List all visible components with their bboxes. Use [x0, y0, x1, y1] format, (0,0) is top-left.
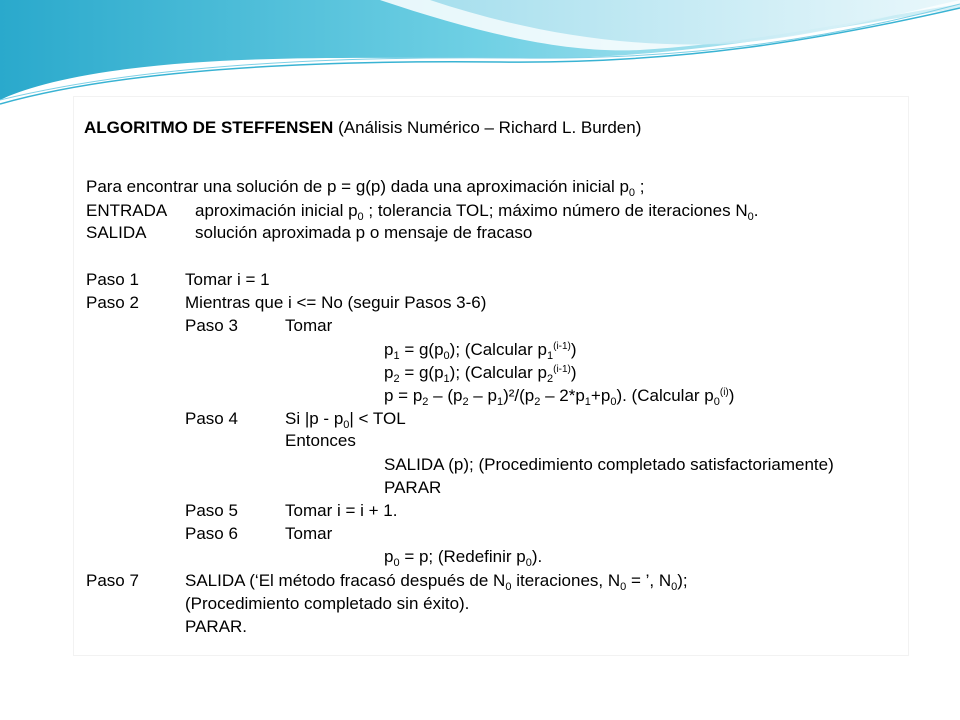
- paso7-d: 0: [620, 581, 627, 593]
- p-o: (i): [719, 387, 729, 398]
- document-title: [84, 117, 641, 139]
- entonces-text: Entonces: [285, 431, 356, 450]
- p2-h: ): [570, 363, 577, 382]
- p2-a: p: [384, 363, 394, 382]
- title-source: (Análisis Numérico – Richard L. Burden): [338, 118, 642, 137]
- paso2-label: Paso 2: [86, 293, 139, 312]
- intro-line: [86, 176, 645, 198]
- p0-d: 0: [525, 557, 532, 569]
- p-j: 1: [584, 396, 591, 408]
- p-h: 2: [534, 396, 541, 408]
- p-i: – 2*p: [540, 386, 585, 405]
- paso4-label: Paso 4: [185, 409, 238, 428]
- paso7-b: 0: [505, 581, 512, 593]
- paso7-line2: (Procedimiento completado sin éxito).: [185, 594, 470, 613]
- p0-a: p: [384, 547, 394, 566]
- formula-p0: [384, 546, 542, 568]
- parar1-text: PARAR: [384, 478, 442, 497]
- paso7-c: iteraciones, N: [511, 571, 621, 590]
- intro-end: ;: [635, 177, 645, 196]
- p-f: 1: [496, 396, 504, 408]
- paso7-e: = ’, N: [626, 571, 672, 590]
- paso4-condition: [285, 408, 406, 430]
- paso7-g: );: [677, 571, 688, 590]
- p2-c: = g(p: [399, 363, 444, 382]
- intro-text: Para encontrar una solución de p = g(p) dada una aproximación inicial p: [86, 177, 629, 196]
- p2-d: 1: [443, 373, 450, 385]
- title-bold: ALGORITMO DE STEFFENSEN: [84, 118, 334, 137]
- p1-f: 1: [546, 350, 554, 362]
- p-l: 0: [610, 396, 617, 408]
- entrada-end: .: [753, 201, 759, 220]
- paso7-f: 0: [671, 581, 678, 593]
- paso7-line1: [185, 570, 688, 592]
- paso6-label: Paso 6: [185, 524, 238, 543]
- p1-e: ); (Calcular p: [449, 340, 547, 359]
- p1-d: 0: [443, 350, 450, 362]
- p-m: ). (Calcular p: [616, 386, 714, 405]
- p1-b: 1: [393, 350, 400, 362]
- entrada-line: [195, 200, 758, 222]
- p2-f: 2: [546, 373, 554, 385]
- p1-g: (i-1): [553, 341, 571, 352]
- p-k: +p: [590, 386, 611, 405]
- paso2-text: Mientras que i <= No (seguir Pasos 3-6): [185, 293, 487, 312]
- entrada-sub2: 0: [747, 211, 754, 223]
- p2-b: 2: [393, 373, 400, 385]
- paso3-label: Paso 3: [185, 316, 238, 335]
- paso4-a: Si |p - p: [285, 409, 344, 428]
- paso1-text: Tomar i = 1: [185, 270, 270, 289]
- salida-text: solución aproximada p o mensaje de fracaso: [195, 223, 533, 242]
- salida-label: SALIDA: [86, 223, 147, 242]
- salida-p-text: SALIDA (p); (Procedimiento completado satisfactoriamente): [384, 455, 834, 474]
- p-a: p = p: [384, 386, 423, 405]
- p1-c: = g(p: [399, 340, 444, 359]
- p-e: – p: [468, 386, 497, 405]
- formula-p2: [384, 362, 577, 384]
- paso4-b: 0: [343, 419, 350, 431]
- formula-p: [384, 385, 734, 407]
- entrada-text: aproximación inicial p: [195, 201, 358, 220]
- formula-p1: [384, 339, 577, 361]
- entrada-sub: 0: [357, 211, 364, 223]
- p2-g: (i-1): [553, 364, 571, 375]
- paso7-a: SALIDA (‘El método fracasó después de N: [185, 571, 506, 590]
- entrada-mid: ; tolerancia TOL; máximo número de iteraciones N: [363, 201, 748, 220]
- p0-c: = p; (Redefinir p: [399, 547, 526, 566]
- p-g: )²/(p: [503, 386, 535, 405]
- p1-h: ): [570, 340, 577, 359]
- paso6-text: Tomar: [285, 524, 333, 543]
- paso1-label: Paso 1: [86, 270, 139, 289]
- paso4-c: | < TOL: [349, 409, 406, 428]
- paso3-text: Tomar: [285, 316, 333, 335]
- parar2-text: PARAR.: [185, 617, 248, 636]
- p2-e: ); (Calcular p: [449, 363, 547, 382]
- p-d: 2: [462, 396, 469, 408]
- entrada-label: ENTRADA: [86, 201, 168, 220]
- p-c: – (p: [428, 386, 463, 405]
- p0-b: 0: [393, 557, 400, 569]
- intro-sub: 0: [628, 187, 636, 199]
- paso5-label: Paso 5: [185, 501, 238, 520]
- algorithm-document: [74, 97, 908, 655]
- paso7-label: Paso 7: [86, 571, 139, 590]
- p-n: 0: [713, 396, 720, 408]
- p0-e: ).: [531, 547, 543, 566]
- p-b: 2: [422, 396, 429, 408]
- p-p: ): [728, 386, 735, 405]
- p1-a: p: [384, 340, 394, 359]
- paso5-text: Tomar i = i + 1.: [285, 501, 398, 520]
